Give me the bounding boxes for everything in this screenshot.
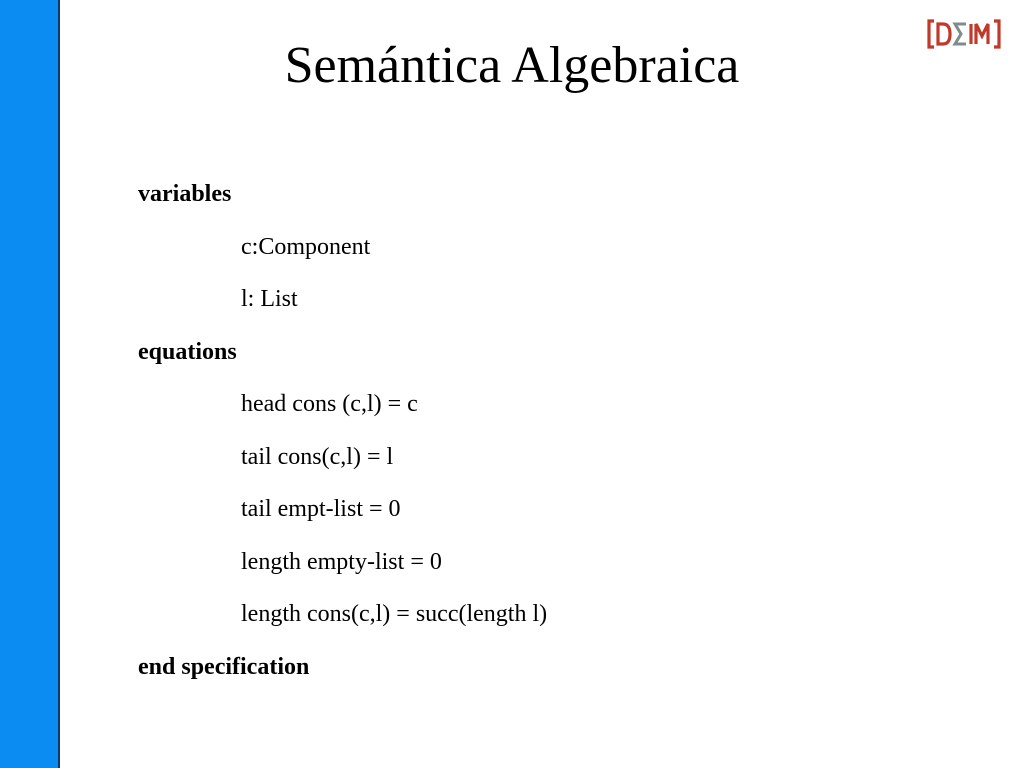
equation-line: head cons (c,l) = c [241,391,418,417]
equation-line: tail cons(c,l) = l [241,443,394,470]
equation-line: length cons(c,l) = succ(length l) [241,601,548,627]
specification-body [138,176,938,701]
dsim-logo [926,18,1002,50]
equations-heading: equations [138,338,237,365]
variables-heading: variables [138,181,232,207]
end-specification: end specification [138,653,310,680]
equation-line: length empty-list = 0 [241,548,442,575]
left-accent-bar [0,0,60,768]
variable-line: c:Component [241,233,371,260]
slide-title: Semántica Algebraica [284,37,740,94]
variable-line: l: List [241,286,298,312]
equation-line: tail empt-list = 0 [241,496,401,522]
